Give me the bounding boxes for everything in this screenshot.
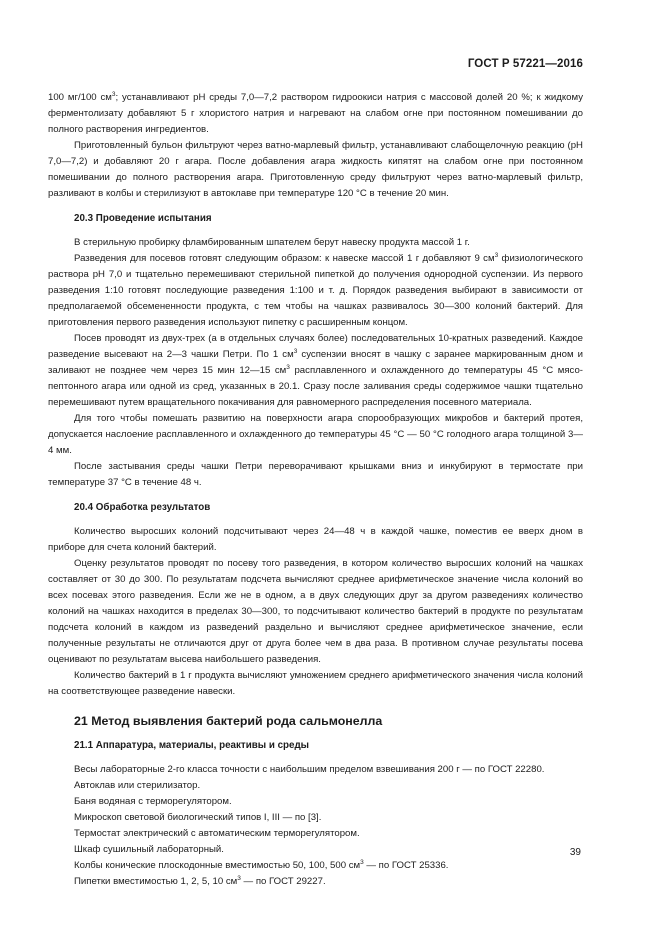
text-run: Посев проводят из двух-трех (а в отдельных случаях более) последовательных 10-кратных разведений. Каждое разведение высевают на 2—3 чашки Петри. По 1 см	[48, 333, 583, 360]
paragraph: Приготовленный бульон фильтруют через ватно-марлевый фильтр, устанавливают слабощелочную реакцию (pH 7,0—7,2) и добавляют 20 г агара. После добавления агара жидкость кипятят на слабом огне при постоянном помешивании до полного растворения агара. Приготовленную среду фильтруют через ватно-марлевый фильтр, разливают в колбы и стерилизуют в автоклаве при температуре 120 °С в течение 20 мин.	[48, 140, 583, 199]
paragraph: После застывания среды чашки Петри переворачивают крышками вниз и инкубируют в термостате при температуре 37 °С в течение 48 ч.	[48, 461, 583, 488]
document-code: ГОСТ Р 57221—2016	[467, 58, 583, 70]
list-item: Баня водяная с терморегулятором.	[74, 796, 232, 807]
text-run: ; устанавливают pH среды 7,0—7,2 раствором гидроокиси натрия с массовой долей 20 %; к жидкому ферментолизату добавляют 5 г хлористого натрия и нагревают на слабом огне при постоянном помешивании до полного растворения ингредиентов.	[48, 92, 584, 135]
list-item: Шкаф сушильный лабораторный.	[74, 844, 224, 855]
list-item	[48, 858, 583, 874]
superscript: 3	[286, 364, 290, 371]
paragraph: Для того чтобы помешать развитию на поверхности агара спорообразующих микробов и бактерий протея, допускается наслоение расплавленного и охлажденного до температуры 45 °С — 50 °С голодного агара толщиной 3—4 мм.	[48, 413, 583, 456]
superscript: 3	[494, 252, 499, 259]
text-run: Пипетки вместимостью 1, 2, 5, 10 см	[74, 876, 238, 887]
text-run: 100 мг/100 см	[48, 92, 112, 103]
subsection-heading-21-1: 21.1 Аппаратура, материалы, реактивы и среды	[74, 740, 310, 751]
list-item: Весы лабораторные 2-го класса точности с наибольшим пределом взвешивания 200 г — по ГОСТ 22280.	[74, 764, 545, 775]
list-item: Автоклав или стерилизатор.	[74, 780, 201, 791]
list-item: Микроскоп световой биологический типов I, III — по [3].	[74, 812, 322, 823]
paragraph	[48, 251, 583, 331]
paragraph: Количество бактерий в 1 г продукта вычисляют умножением среднего арифметического значения числа колоний на соответствующее разведение навески.	[48, 670, 583, 697]
superscript: 3	[111, 91, 116, 98]
subsection-heading-20-4: 20.4 Обработка результатов	[74, 502, 211, 513]
text-run: физиологического раствора pH 7,0 и тщательно перемешивают стерильной пипеткой до получения однородной суспензии. Из первого разведения 1:10 готовят последующие разведения 1:100 и т. д. Порядок разведения выбирают в зависимости от предполагаемой обсемененности продукта, с тем чтобы на чашках развивалось 30—300 колоний бактерий. Для приготовления первого разведения используют пипетку с расширенным концом.	[48, 253, 583, 328]
text-run: — по ГОСТ 25336.	[363, 860, 449, 871]
paragraph	[48, 90, 583, 138]
list-item	[48, 874, 583, 890]
paragraph: Количество выросших колоний подсчитывают через 24—48 ч в каждой чашке, поместив ее вверх дном в приборе для счета колоний бактерий.	[48, 526, 583, 553]
section-heading-21: 21 Метод выявления бактерий рода сальмонелла	[74, 714, 383, 728]
page-content	[48, 90, 583, 890]
paragraph: В стерильную пробирку фламбированным шпателем берут навеску продукта массой 1 г.	[74, 237, 470, 248]
page-number: 39	[569, 847, 581, 858]
paragraph: Оценку результатов проводят по посеву того разведения, в котором количество выросших колоний на чашках составляет от 30 до 300. По результатам подсчета вычисляют среднее арифметическое значение числа колоний во всех посевах этого разведения. Если же не в одном, а в двух следующих друг за другом разведениях количество колоний на чашках находится в пределах 30—300, то подсчитывают количество бактерий в продукте по результатам подсчета колоний в каждом из разведений раздельно и вычисляют среднее арифметическое значение, если полученные результаты не отличаются друг от друга более чем в два раза. В противном случае результаты посева оценивают по результатам высева наибольшего разведения.	[48, 558, 583, 665]
list-item: Термостат электрический с автоматическим терморегулятором.	[74, 828, 360, 839]
text-run: расплавленного и охлажденного до температуры 45 °С мясо-пептонного агара или одной из сред, указанных в 20.1. Сразу после заливания среды содержимое чашки тщательно перемешивают путем вращательного покачивания для равномерного распределения посевного материала.	[48, 365, 583, 408]
text-run: — по ГОСТ 29227.	[240, 876, 326, 887]
superscript: 3	[293, 348, 298, 355]
paragraph	[48, 331, 583, 411]
text-run: суспензии вносят в чашку с заранее маркированным дном и заливают не позднее чем через 15 мин 12—15 см	[48, 349, 584, 376]
text-run: Колбы конические плоскодонные вместимостью 50, 100, 500 см	[74, 860, 361, 871]
subsection-heading-20-3: 20.3 Проведение испытания	[74, 213, 212, 224]
superscript: 3	[360, 859, 364, 866]
text-run: Разведения для посевов готовят следующим образом: к навеске массой 1 г добавляют 9 см	[74, 253, 495, 264]
superscript: 3	[237, 875, 241, 882]
